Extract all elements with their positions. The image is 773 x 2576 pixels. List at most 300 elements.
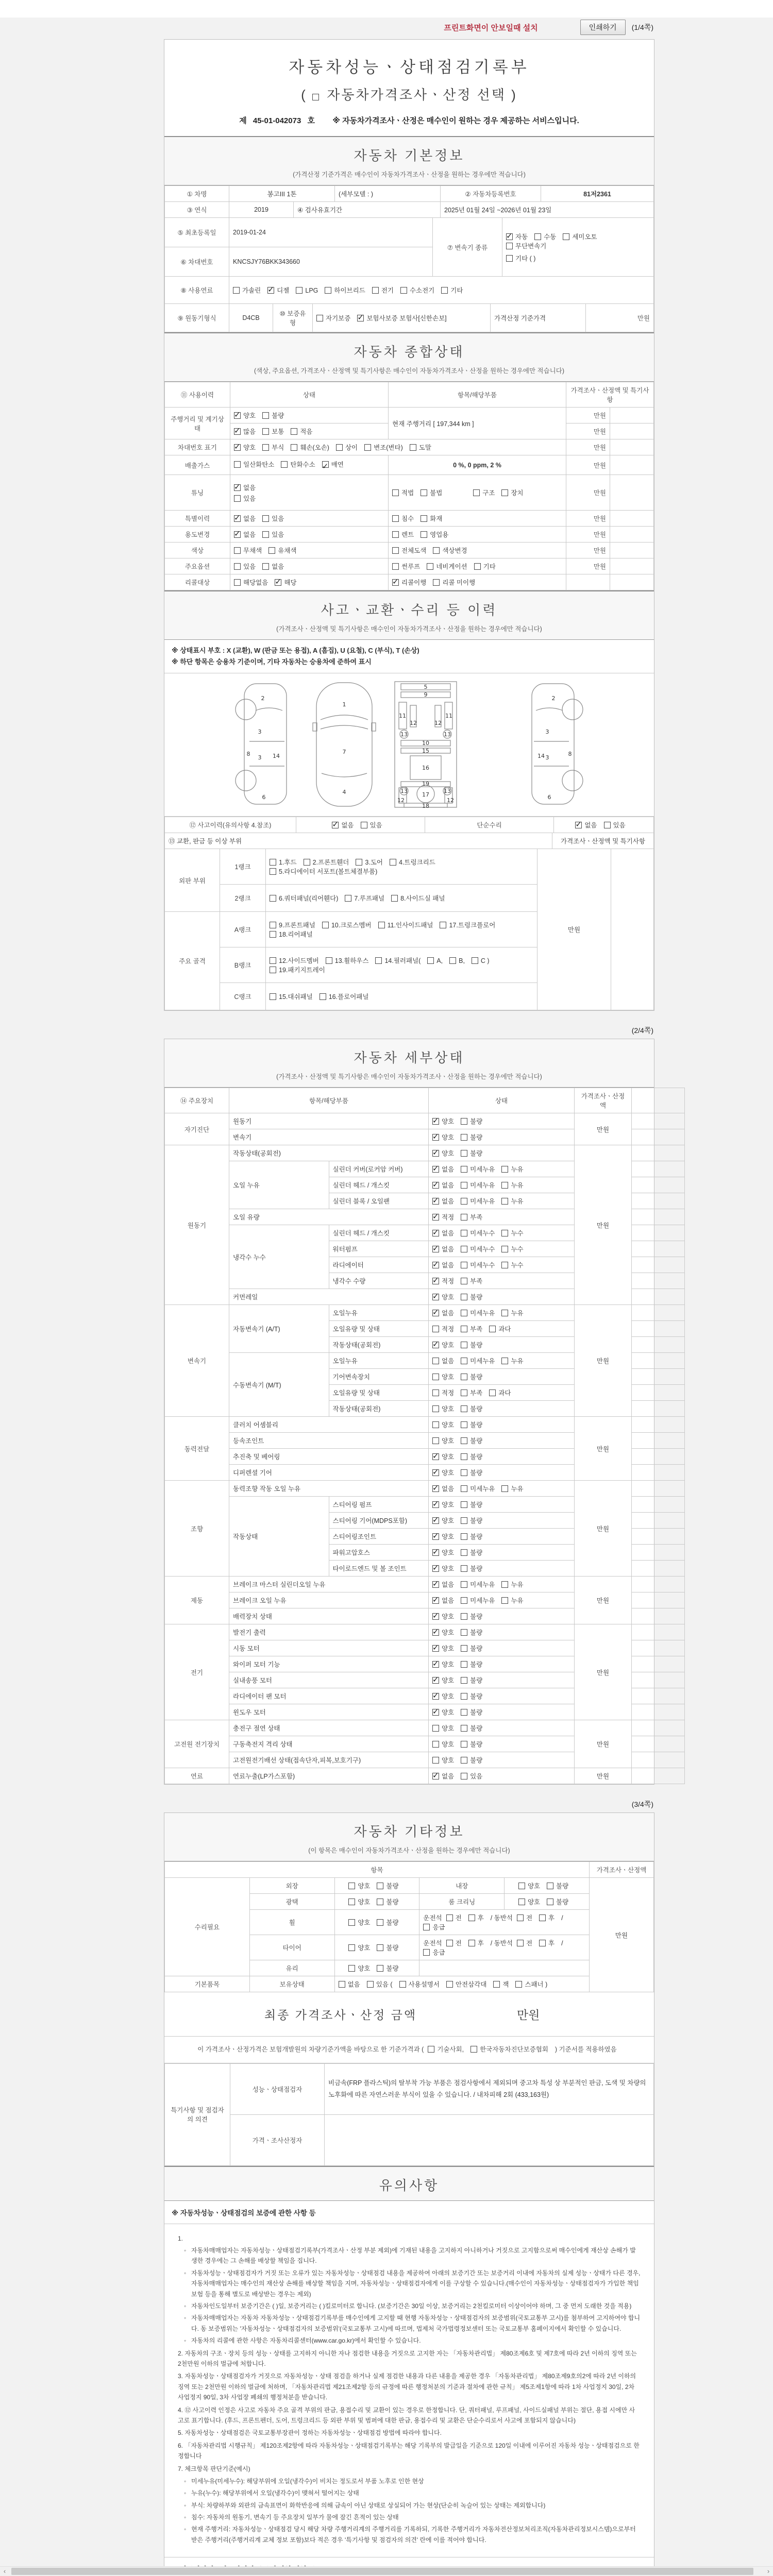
checkbox-icon[interactable] [441,287,448,294]
checkbox-icon[interactable] [501,1246,508,1252]
checkbox-option[interactable] [432,1244,454,1253]
checkbox-option[interactable] [446,1938,462,1947]
checkbox-icon[interactable] [270,859,276,866]
checkbox-icon[interactable] [432,1421,439,1428]
checkbox-icon[interactable] [304,859,310,866]
checkbox-option[interactable] [326,956,369,965]
checkbox-icon[interactable] [356,859,362,866]
checkbox-icon[interactable] [427,563,433,570]
checkbox-option[interactable] [461,1468,482,1477]
checkbox-option[interactable] [461,1452,482,1461]
checkbox-checked-icon[interactable] [432,1342,439,1348]
checkbox-option[interactable] [234,514,256,523]
checkbox-option[interactable] [262,530,284,539]
checkbox-option[interactable] [336,443,358,452]
checkbox-icon[interactable] [461,1262,467,1268]
checkbox-option[interactable] [518,1897,540,1906]
checkbox-option[interactable] [421,514,442,523]
checkbox-checked-icon[interactable] [432,1246,439,1252]
checkbox-icon[interactable] [233,287,240,294]
checkbox-option[interactable] [461,1308,495,1317]
checkbox-icon[interactable] [501,1310,508,1316]
checkbox-icon[interactable] [291,444,297,451]
checkbox-option[interactable] [357,313,446,323]
checkbox-option[interactable] [377,1881,398,1890]
checkbox-icon[interactable] [461,1437,467,1444]
checkbox-option[interactable] [461,1132,482,1142]
checkbox-icon[interactable] [461,1150,467,1157]
checkbox-option[interactable] [446,1913,462,1922]
checkbox-option[interactable] [356,857,383,867]
checkbox-checked-icon[interactable] [332,822,339,828]
checkbox-option[interactable] [234,459,274,471]
checkbox-option[interactable] [399,1979,440,1989]
checkbox-option[interactable] [461,1484,495,1493]
checkbox-option[interactable] [501,1580,523,1589]
checkbox-option[interactable] [267,285,289,295]
checkbox-icon[interactable] [461,1661,467,1668]
checkbox-icon[interactable] [461,1517,467,1524]
checkbox-icon[interactable] [461,1358,467,1364]
checkbox-option[interactable] [423,1947,445,1957]
checkbox-option[interactable] [432,1707,454,1717]
checkbox-option[interactable] [432,1148,454,1158]
checkbox-icon[interactable] [461,1533,467,1540]
checkbox-option[interactable] [432,1564,454,1573]
checkbox-icon[interactable] [461,1421,467,1428]
checkbox-checked-icon[interactable] [432,1549,439,1556]
checkbox-icon[interactable] [372,287,379,294]
checkbox-option[interactable] [432,1643,454,1653]
checkbox-icon[interactable] [234,547,241,554]
checkbox-option[interactable] [234,578,268,587]
checkbox-option[interactable] [432,1612,454,1621]
checkbox-icon[interactable] [461,1725,467,1732]
checkbox-icon[interactable] [262,412,269,419]
checkbox-option[interactable] [262,427,284,436]
checkbox-icon[interactable] [501,1581,508,1588]
checkbox-icon[interactable] [461,1485,467,1492]
checkbox-icon[interactable] [400,287,407,294]
checkbox-icon[interactable] [423,1949,430,1956]
checkbox-checked-icon[interactable] [575,822,582,828]
checkbox-option[interactable] [470,2044,548,2056]
checkbox-icon[interactable] [262,444,269,451]
checkbox-icon[interactable] [501,1166,508,1173]
checkbox-icon[interactable] [390,859,396,866]
checkbox-option[interactable] [234,443,256,452]
checkbox-icon[interactable] [461,1469,467,1476]
checkbox-option[interactable] [461,1532,482,1541]
checkbox-icon[interactable] [461,1278,467,1284]
checkbox-option[interactable] [461,1548,482,1557]
checkbox-icon[interactable] [461,1118,467,1125]
checkbox-checked-icon[interactable] [432,1709,439,1716]
checkbox-option[interactable] [432,1196,454,1206]
checkbox-checked-icon[interactable] [275,579,281,586]
checkbox-icon[interactable] [506,243,513,249]
checkbox-icon[interactable] [501,1597,508,1604]
checkbox-icon[interactable] [281,461,288,468]
checkbox-option[interactable] [461,1164,495,1174]
checkbox-option[interactable] [392,514,414,523]
checkbox-option[interactable] [233,285,261,295]
checkbox-icon[interactable] [563,233,569,240]
checkbox-icon[interactable] [461,1581,467,1588]
checkbox-option[interactable] [506,241,546,250]
checkbox-option[interactable] [270,857,297,867]
checkbox-option[interactable] [432,1691,454,1701]
checkbox-option[interactable] [427,562,467,571]
checkbox-option[interactable] [270,956,319,965]
checkbox-option[interactable] [270,992,313,1001]
checkbox-option[interactable] [372,285,394,295]
checkbox-icon[interactable] [316,315,323,321]
checkbox-option[interactable] [461,1516,482,1525]
checkbox-option[interactable] [461,1596,495,1605]
checkbox-option[interactable] [517,1938,532,1947]
checkbox-icon[interactable] [461,1230,467,1236]
checkbox-icon[interactable] [361,822,367,828]
checkbox-checked-icon[interactable] [392,579,399,586]
checkbox-icon[interactable] [262,563,269,570]
checkbox-option[interactable] [547,1881,568,1890]
checkbox-option[interactable] [461,1244,495,1253]
checkbox-icon[interactable] [410,444,416,451]
checkbox-icon[interactable] [270,993,276,1000]
checkbox-icon[interactable] [461,1214,467,1221]
checkbox-option[interactable] [345,893,384,903]
checkbox-checked-icon[interactable] [432,1310,439,1316]
checkbox-checked-icon[interactable] [267,287,274,294]
checkbox-icon[interactable] [262,428,269,435]
checkbox-icon[interactable] [461,1198,467,1205]
checkbox-option[interactable] [262,411,284,420]
checkbox-icon[interactable] [468,1914,475,1921]
checkbox-icon[interactable] [377,1965,383,1972]
checkbox-option[interactable] [275,578,296,587]
checkbox-checked-icon[interactable] [432,1533,439,1540]
checkbox-option[interactable] [270,965,325,974]
checkbox-icon[interactable] [501,1262,508,1268]
checkbox-option[interactable] [461,1180,495,1190]
checkbox-option[interactable] [534,232,556,241]
checkbox-icon[interactable] [493,1981,500,1988]
checkbox-option[interactable] [461,1356,495,1365]
checkbox-icon[interactable] [461,1613,467,1620]
checkbox-icon[interactable] [377,1919,383,1926]
checkbox-icon[interactable] [270,931,276,938]
checkbox-option[interactable] [468,1913,484,1922]
checkbox-icon[interactable] [461,1693,467,1700]
checkbox-option[interactable] [506,253,535,263]
checkbox-icon[interactable] [378,922,385,928]
checkbox-icon[interactable] [461,1342,467,1348]
checkbox-option[interactable] [262,562,284,571]
checkbox-option[interactable] [316,313,350,323]
checkbox-icon[interactable] [461,1134,467,1141]
checkbox-icon[interactable] [473,489,480,496]
checkbox-icon[interactable] [421,531,427,538]
install-notice-link[interactable]: 프린트화면이 안보일때 설치 [444,23,538,32]
checkbox-checked-icon[interactable] [432,1581,439,1588]
checkbox-option[interactable] [432,1771,454,1781]
checkbox-icon[interactable] [392,515,399,522]
checkbox-icon[interactable] [461,1501,467,1508]
checkbox-option[interactable] [348,1963,370,1973]
checkbox-option[interactable] [432,1420,454,1429]
checkbox-option[interactable] [468,1938,484,1947]
checkbox-checked-icon[interactable] [234,428,241,435]
checkbox-checked-icon[interactable] [234,531,241,538]
checkbox-icon[interactable] [348,1965,355,1972]
checkbox-option[interactable] [432,1452,454,1461]
checkbox-icon[interactable] [270,967,276,973]
checkbox-icon[interactable] [377,1899,383,1905]
checkbox-icon[interactable] [501,1230,508,1236]
checkbox-option[interactable] [234,483,384,492]
checkbox-icon[interactable] [348,1883,355,1889]
checkbox-option[interactable] [281,459,315,471]
checkbox-icon[interactable] [547,1883,553,1889]
checkbox-icon[interactable] [432,1725,439,1732]
checkbox-checked-icon[interactable] [234,515,241,522]
checkbox-checked-icon[interactable] [322,461,329,468]
checkbox-checked-icon[interactable] [432,1773,439,1780]
checkbox-icon[interactable] [446,1981,453,1988]
checkbox-checked-icon[interactable] [432,1501,439,1508]
checkbox-option[interactable] [377,1918,398,1927]
checkbox-option[interactable] [461,1612,482,1621]
checkbox-icon[interactable] [461,1741,467,1748]
checkbox-icon[interactable] [446,1914,453,1921]
checkbox-option[interactable] [461,1771,482,1781]
checkbox-icon[interactable] [517,1914,524,1921]
checkbox-checked-icon[interactable] [432,1198,439,1205]
checkbox-icon[interactable] [461,1773,467,1780]
checkbox-option[interactable] [348,1881,370,1890]
checkbox-icon[interactable] [461,1757,467,1764]
checkbox-option[interactable] [234,562,256,571]
checkbox-option[interactable] [515,1979,547,1989]
checkbox-option[interactable] [400,285,434,295]
checkbox-option[interactable] [461,1436,482,1445]
checkbox-option[interactable] [432,1340,454,1349]
checkbox-option[interactable] [364,443,403,452]
checkbox-option[interactable] [377,1897,398,1906]
checkbox-option[interactable] [234,530,256,539]
checkbox-icon[interactable] [391,895,398,902]
checkbox-icon[interactable] [432,1405,439,1412]
checkbox-option[interactable] [449,957,465,964]
checkbox-icon[interactable] [539,1914,546,1921]
checkbox-icon[interactable] [461,1709,467,1716]
checkbox-icon[interactable] [461,1597,467,1604]
checkbox-checked-icon[interactable] [432,1565,439,1572]
checkbox-option[interactable] [270,893,338,903]
checkbox-option[interactable] [432,1116,454,1126]
checkbox-icon[interactable] [470,2046,477,2053]
checkbox-option[interactable] [501,1260,523,1269]
checkbox-checked-icon[interactable] [432,1182,439,1189]
checkbox-icon[interactable] [468,1940,475,1946]
checkbox-option[interactable] [501,1228,523,1238]
checkbox-checked-icon[interactable] [432,1118,439,1125]
checkbox-icon[interactable] [461,1310,467,1316]
checkbox-option[interactable] [461,1196,495,1206]
checkbox-option[interactable] [391,893,445,903]
checkbox-option[interactable] [432,1723,454,1733]
checkbox-option[interactable] [392,562,420,571]
checkbox-option[interactable] [348,1897,370,1906]
checkbox-checked-icon[interactable] [506,233,513,240]
checkbox-icon[interactable] [270,922,276,928]
checkbox-icon[interactable] [268,547,275,554]
checkbox-option[interactable] [377,1943,398,1952]
checkbox-icon[interactable] [364,444,371,451]
checkbox-option[interactable] [517,1913,532,1922]
checkbox-option[interactable] [461,1628,482,1637]
checkbox-option[interactable] [501,1164,523,1174]
checkbox-icon[interactable] [234,461,241,468]
checkbox-option[interactable] [501,1180,523,1190]
checkbox-icon[interactable] [377,1944,383,1951]
checkbox-option[interactable] [461,1260,495,1269]
checkbox-icon[interactable] [474,563,481,570]
checkbox-icon[interactable] [320,993,326,1000]
checkbox-option[interactable] [441,285,463,295]
checkbox-option[interactable] [348,1943,370,1952]
checkbox-icon[interactable] [501,1358,508,1364]
checkbox-option[interactable] [432,1404,454,1413]
checkbox-checked-icon[interactable] [432,1693,439,1700]
checkbox-icon[interactable] [375,957,382,964]
checkbox-option[interactable] [539,1938,554,1947]
checkbox-option[interactable] [461,1707,482,1717]
checkbox-option[interactable] [291,443,329,452]
checkbox-option[interactable] [432,1436,454,1445]
checkbox-option[interactable] [432,1308,454,1317]
checkbox-option[interactable] [432,1532,454,1541]
checkbox-option[interactable] [461,1148,482,1158]
checkbox-option[interactable] [432,1755,454,1765]
checkbox-option[interactable] [432,1548,454,1557]
checkbox-option[interactable] [501,1244,523,1253]
checkbox-icon[interactable] [472,957,478,964]
checkbox-checked-icon[interactable] [432,1597,439,1604]
checkbox-option[interactable] [461,1404,482,1413]
checkbox-icon[interactable] [489,1326,496,1332]
checkbox-icon[interactable] [440,922,446,928]
checkbox-icon[interactable] [423,1924,430,1930]
checkbox-icon[interactable] [392,531,399,538]
checkbox-option[interactable] [390,857,435,867]
checkbox-option[interactable] [432,1659,454,1669]
checkbox-option[interactable] [234,494,384,503]
checkbox-option[interactable] [410,443,431,452]
checkbox-option[interactable] [501,1484,523,1493]
checkbox-icon[interactable] [262,515,269,522]
checkbox-icon[interactable] [461,1294,467,1300]
checkbox-checked-icon[interactable] [432,1214,439,1221]
checkbox-option[interactable] [304,857,349,867]
checkbox-option[interactable] [332,820,354,829]
checkbox-option[interactable] [461,1659,482,1669]
checkbox-icon[interactable] [432,1437,439,1444]
checkbox-icon[interactable] [501,1485,508,1492]
checkbox-icon[interactable] [518,1883,525,1889]
checkbox-checked-icon[interactable] [432,1150,439,1157]
checkbox-option[interactable] [489,1324,511,1333]
checkbox-checked-icon[interactable] [432,1262,439,1268]
checkbox-icon[interactable] [234,579,241,586]
checkbox-icon[interactable] [377,1883,383,1889]
checkbox-option[interactable] [375,956,421,965]
checkbox-option[interactable] [421,530,448,539]
checkbox-option[interactable] [461,1755,482,1765]
checkbox-icon[interactable] [461,1246,467,1252]
checkbox-option[interactable] [461,1580,495,1589]
checkbox-checked-icon[interactable] [234,484,241,491]
checkbox-option[interactable] [563,232,597,241]
checkbox-option[interactable] [234,546,262,555]
checkbox-option[interactable] [461,1739,482,1749]
checkbox-icon[interactable] [461,1565,467,1572]
checkbox-option[interactable] [325,285,365,295]
checkbox-option[interactable] [432,1516,454,1525]
checkbox-icon[interactable] [336,444,343,451]
checkbox-option[interactable] [461,1116,482,1126]
checkbox-option[interactable] [268,546,296,555]
checkbox-checked-icon[interactable] [432,1629,439,1636]
checkbox-checked-icon[interactable] [432,1166,439,1173]
checkbox-option[interactable] [461,1292,482,1301]
checkbox-option[interactable] [432,1484,454,1493]
checkbox-option[interactable] [461,1372,482,1381]
checkbox-option[interactable] [432,1372,454,1381]
checkbox-icon[interactable] [432,1358,439,1364]
checkbox-option[interactable] [291,427,312,436]
checkbox-option[interactable] [432,1212,454,1222]
checkbox-icon[interactable] [270,895,276,902]
checkbox-icon[interactable] [604,822,611,828]
checkbox-option[interactable] [501,1308,523,1317]
checkbox-option[interactable] [461,1388,482,1397]
checkbox-option[interactable] [339,1979,360,1989]
checkbox-option[interactable] [427,957,443,964]
checkbox-icon[interactable] [461,1549,467,1556]
checkbox-icon[interactable] [461,1677,467,1684]
checkbox-checked-icon[interactable] [432,1294,439,1300]
checkbox-icon[interactable] [234,563,241,570]
checkbox-icon[interactable] [325,287,331,294]
checkbox-checked-icon[interactable] [432,1661,439,1668]
checkbox-icon[interactable] [461,1629,467,1636]
checkbox-option[interactable] [446,1979,486,1989]
checkbox-option[interactable] [262,514,284,523]
checkbox-option[interactable] [296,287,318,294]
checkbox-option[interactable] [392,546,426,555]
checkbox-checked-icon[interactable] [234,412,241,419]
checkbox-icon[interactable] [270,868,276,875]
checkbox-icon[interactable] [322,922,329,928]
checkbox-option[interactable] [432,1164,454,1174]
checkbox-option[interactable] [392,530,414,539]
checkbox-icon[interactable] [339,1981,345,1988]
checkbox-icon[interactable] [461,1645,467,1652]
checkbox-checked-icon[interactable] [432,1677,439,1684]
checkbox-option[interactable] [461,1675,482,1685]
